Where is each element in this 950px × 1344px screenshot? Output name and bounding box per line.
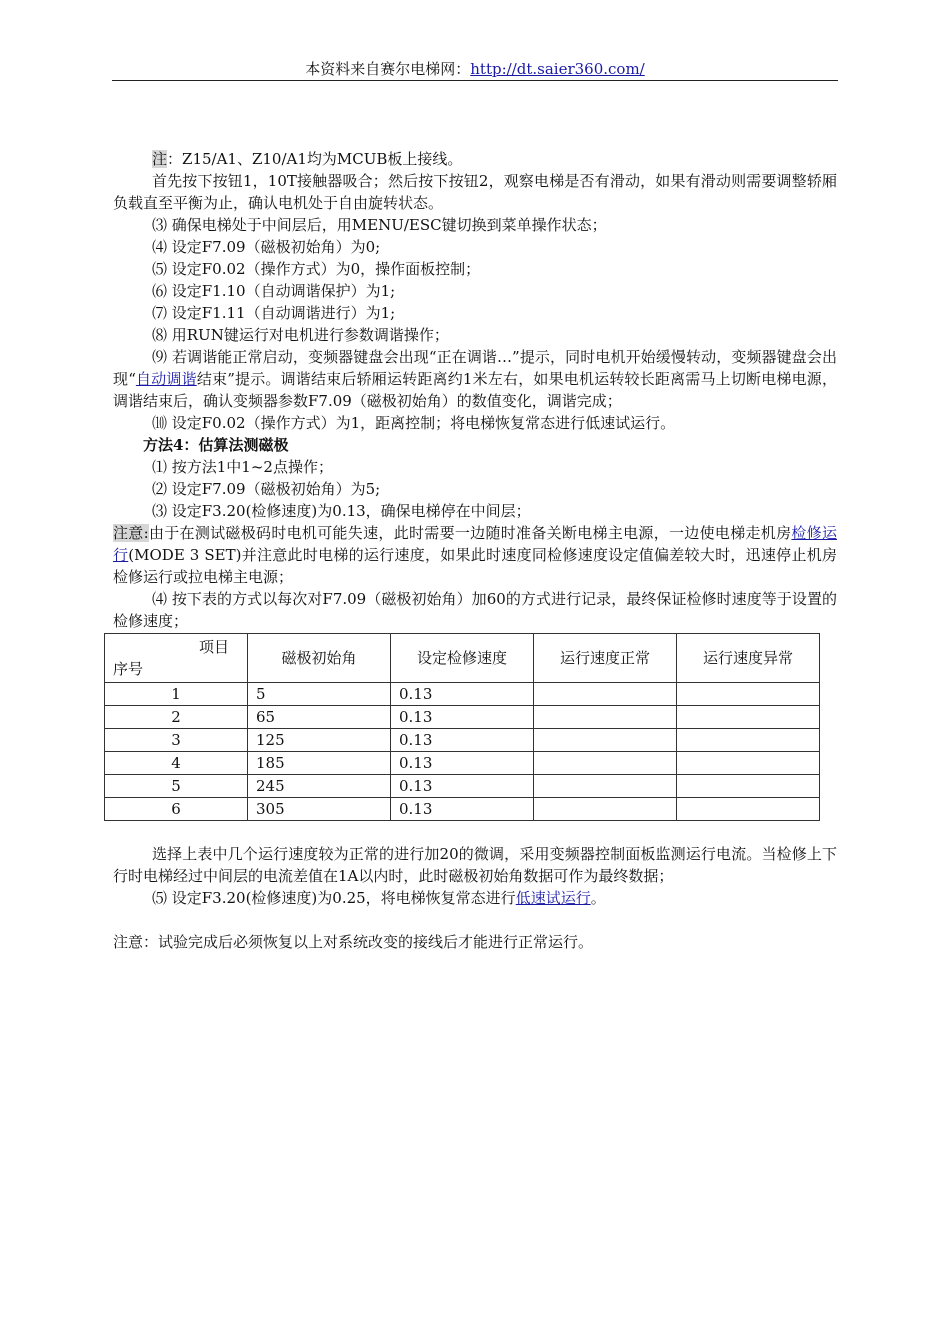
cell-abnormal [677,775,820,798]
cell-abnormal [677,683,820,706]
cell-angle: 65 [248,706,391,729]
step-9 [113,346,837,412]
note-label: 注 [152,150,168,168]
method-4-step-2: ⑵ 设定F7.09（磁极初始角）为5; [152,480,381,498]
cell-no: 5 [105,775,248,798]
cell-no: 3 [105,729,248,752]
cell-no: 6 [105,798,248,821]
cell-speed: 0.13 [391,729,534,752]
table-row [105,752,820,775]
caution-label: 注意: [113,524,149,542]
cell-abnormal [677,729,820,752]
magnetic-pole-table [104,633,820,821]
step-6: ⑹ 设定F1.10（自动调谐保护）为1; [152,282,396,300]
table-row [105,706,820,729]
note-text: ：Z15/A1、Z10/A1均为MCUB板上接线。 [167,150,463,168]
cell-no: 4 [105,752,248,775]
step-7: ⑺ 设定F1.11（自动调谐进行）为1; [152,304,396,322]
header-site-link[interactable]: http://dt.saier360.com/ [470,60,645,78]
header-item-no [105,634,248,683]
header-speed: 设定检修速度 [391,634,534,683]
inspection-run-link[interactable]: 检修运行 [113,524,837,564]
step-9-text-b: 结束”提示。调谐结束后轿厢运转距离约1米左右，如果电机运转较长距离需马上切断电梯电源，调谐结束后，确认变频器参数F7.09（磁极初始角）的数值变化，调谐完成； [113,370,837,410]
spacer [113,821,837,843]
table-header-row [105,634,820,683]
table-row [105,729,820,752]
cell-normal [534,775,677,798]
cell-no: 1 [105,683,248,706]
table-row [105,798,820,821]
paragraph-button-test: 首先按下按钮1，10T接触器吸合；然后按下按钮2，观察电梯是否有滑动，如果有滑动则需要调整轿厢负载直至平衡为止，确认电机处于自由旋转状态。 [113,172,837,212]
cell-speed: 0.13 [391,706,534,729]
final-note: 注意：试验完成后必须恢复以上对系统改变的接线后才能进行正常运行。 [113,933,594,951]
step-8: ⑻ 用RUN键运行对电机进行参数调谐操作； [152,326,449,344]
step-10: ⑽ 设定F0.02（操作方式）为1，距离控制；将电梯恢复常态进行低速试运行。 [152,414,676,432]
document-body [113,148,837,953]
cell-normal [534,798,677,821]
method-4-heading: 方法4：估算法测磁极 [143,436,289,454]
cell-speed: 0.13 [391,798,534,821]
header-no: 序号 [113,660,144,678]
note-mcub [113,148,837,170]
cell-speed: 0.13 [391,775,534,798]
cell-abnormal [677,752,820,775]
cell-angle: 125 [248,729,391,752]
cell-abnormal [677,706,820,729]
cell-normal [534,729,677,752]
cell-normal [534,683,677,706]
cell-angle: 305 [248,798,391,821]
cell-speed: 0.13 [391,752,534,775]
method-4-step-4: ⑷ 按下表的方式以每次对F7.09（磁极初始角）加60的方式进行记录，最终保证检修时速度等于设置的检修速度； [113,590,837,630]
step-5: ⑸ 设定F0.02（操作方式）为0，操作面板控制； [152,260,481,278]
low-speed-run-link[interactable]: 低速试运行 [515,889,591,907]
caution-note [113,522,837,588]
cell-speed: 0.13 [391,683,534,706]
method-4-step-3: ⑶ 设定F3.20(检修速度)为0.13，确保电梯停在中间层； [152,502,531,520]
header-abnormal: 运行速度异常 [677,634,820,683]
header-item: 项目 [198,638,229,656]
step-5-text-a: ⑸ 设定F3.20(检修速度)为0.25，将电梯恢复常态进行 [152,889,516,907]
method-4-step-1: ⑴ 按方法1中1~2点操作； [152,458,333,476]
header-source-text: 本资料来自赛尔电梯网： [305,60,471,78]
cell-angle: 5 [248,683,391,706]
cell-normal [534,706,677,729]
step-3: ⑶ 确保电梯处于中间层后，用MENU/ESC键切换到菜单操作状态； [152,216,607,234]
auto-tuning-link[interactable]: 自动调谐 [135,370,197,388]
paragraph-fine-tune: 选择上表中几个运行速度较为正常的进行加20的微调，采用变频器控制面板监测运行电流。当检修上下行时电梯经过中间层的电流差值在1A以内时，此时磁极初始角数据可作为最终数据； [113,845,837,885]
spacer [113,909,837,931]
cell-angle: 245 [248,775,391,798]
header-normal: 运行速度正常 [534,634,677,683]
method-4-step-5 [113,887,837,909]
cell-abnormal [677,798,820,821]
caution-text-a: 由于在测试磁极码时电机可能失速，此时需要一边随时准备关断电梯主电源，一边使电梯走机房 [148,524,792,542]
step-9-text-a: ⑼ 若调谐能正常启动，变频器键盘会出现“正在调谐…”提示，同时电机开始缓慢转动，变频器键盘会出现“ [113,348,837,388]
header-angle: 磁极初始角 [248,634,391,683]
table-row [105,683,820,706]
caution-text-b: (MODE 3 SET)并注意此时电梯的运行速度，如果此时速度同检修速度设定值偏差较大时，迅速停止机房检修运行或拉电梯主电源； [113,546,837,586]
cell-no: 2 [105,706,248,729]
cell-normal [534,752,677,775]
page-header [112,58,838,81]
table-row [105,775,820,798]
step-4: ⑷ 设定F7.09（磁极初始角）为0; [152,238,381,256]
cell-angle: 185 [248,752,391,775]
step-5-text-b: 。 [590,889,606,907]
